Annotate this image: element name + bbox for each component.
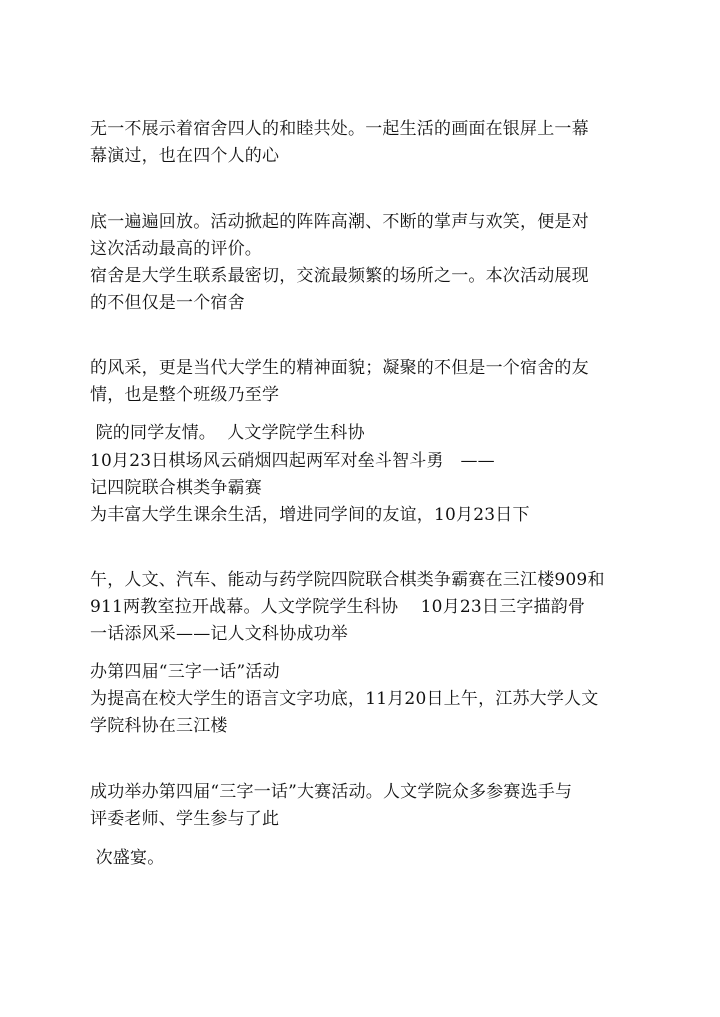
text-line: 底一遍遍回放。活动掀起的阵阵高潮、不断的掌声与欢笑，便是对	[90, 212, 589, 232]
text-line: 无一不展示着宿舍四人的和睦共处。一起生活的画面在银屏上一幕	[90, 119, 589, 139]
text-line: 评委老师、学生参与了此	[90, 809, 280, 829]
text-line: 911两教室拉开战幕。人文学院学生科协 10月23日三字描韵骨	[90, 597, 586, 617]
text-line: 情，也是整个班级乃至学	[90, 385, 280, 405]
text-line: 这次活动最高的评价。	[90, 239, 262, 259]
text-line: 学院科协在三江楼	[90, 716, 228, 736]
text-line: 宿舍是大学生联系最密切，交流最频繁的场所之一。本次活动展现	[90, 266, 589, 286]
text-line: 一话添风采——记人文科协成功举	[90, 624, 348, 644]
text-line: 成功举办第四届“三字一话”大赛活动。人文学院众多参赛选手与	[90, 782, 573, 802]
text-line: 的风采，更是当代大学生的精神面貌；凝聚的不但是一个宿舍的友	[90, 358, 589, 378]
text-line: 10月23日棋场风云硝烟四起两军对垒斗智斗勇 ——	[90, 451, 495, 471]
text-line: 次盛宴。	[90, 848, 165, 868]
text-line: 为提高在校大学生的语言文字功底，11月20日上午，江苏大学人文	[90, 689, 599, 709]
text-line: 幕演过，也在四个人的心	[90, 146, 280, 166]
text-line: 的不但仅是一个宿舍	[90, 293, 245, 313]
text-line: 午，人文、汽车、能动与药学院四院联合棋类争霸赛在三江楼909和	[90, 570, 605, 590]
text-line: 院的同学友情。 人文学院学生科协	[90, 423, 365, 443]
text-line: 办第四届“三字一话”活动	[90, 662, 280, 682]
text-line: 记四院联合棋类争霸赛	[90, 478, 262, 498]
text-line: 为丰富大学生课余生活，增进同学间的友谊，10月23日下	[90, 505, 530, 525]
